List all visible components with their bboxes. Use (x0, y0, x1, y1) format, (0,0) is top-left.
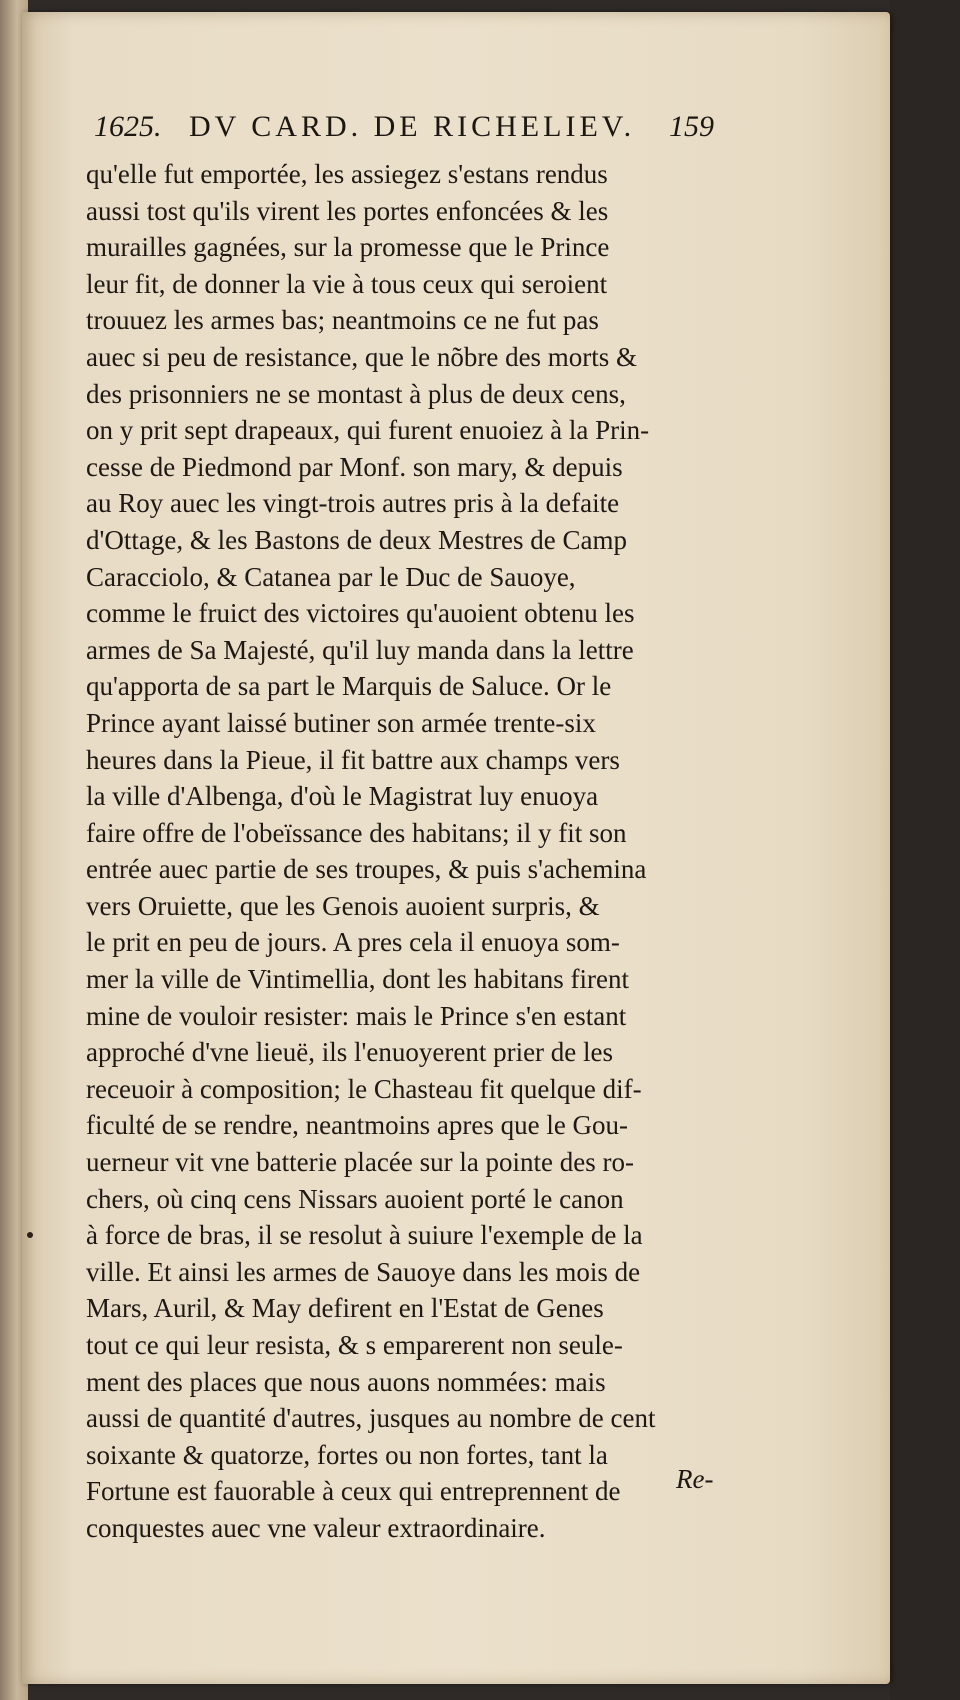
text-line: ville. Et ainsi les armes de Sauoye dans les mois de (86, 1256, 641, 1287)
text-line: mer la ville de Vintimellia, dont les habitans firent (86, 964, 629, 995)
text-line: uerneur vit vne batterie placée sur la pointe des ro- (86, 1147, 635, 1178)
text-line: ment des places que nous auons nommées: mais (86, 1366, 606, 1397)
text-line: la ville d'Albenga, d'où le Magistrat luy enuoya (86, 781, 599, 812)
text-line: faire offre de l'obeïssance des habitans; il y fit son (86, 817, 627, 848)
text-line: chers, où cinq cens Nissars auoient porté le canon (86, 1183, 624, 1214)
text-line: entrée auec partie de ses troupes, & puis s'achemina (86, 854, 647, 885)
text-line: soixante & quatorze, fortes ou non fortes, tant la (86, 1439, 608, 1470)
page-right-shadow (890, 0, 960, 1700)
text-line: au Roy auec les vingt-trois autres pris à la defaite (86, 488, 620, 519)
text-line: Mars, Auril, & May defirent en l'Estat de Genes (86, 1293, 604, 1324)
text-line: à force de bras, il se resolut à suiure l'exemple de la (86, 1220, 643, 1251)
text-line: trouuez les armes bas; neantmoins ce ne fut pas (86, 305, 599, 336)
text-line: heures dans la Pieue, il fit battre aux champs vers (86, 744, 620, 775)
text-line: qu'elle fut emportée, les assiegez s'estans rendus (86, 159, 608, 189)
text-line: mine de vouloir resister: mais le Prince s'en estant (86, 1000, 627, 1031)
text-line: auec si peu de resistance, que le nõbre des morts & (86, 341, 638, 372)
text-line: comme le fruict des victoires qu'auoient obtenu les (86, 598, 635, 629)
text-line: Fortune est fauorable à ceux qui entreprennent de (86, 1476, 621, 1507)
running-header (94, 110, 714, 150)
header-year: 1625. (94, 110, 162, 143)
text-line: murailles gagnées, sur la promesse que le Prince (86, 232, 610, 263)
text-line: Caracciolo, & Catanea par le Duc de Sauoye, (86, 561, 576, 592)
running-title: DV CARD. DE RICHELIEV. (189, 110, 636, 143)
text-line: tout ce qui leur resista, & s emparerent non seule- (86, 1330, 623, 1360)
page-body-text (86, 156, 720, 1547)
text-line: le prit en peu de jours. A pres cela il enuoya som- (86, 927, 620, 958)
text-line: des prisonniers ne se montast à plus de deux cens, (86, 378, 626, 409)
catchword: Re- (676, 1464, 714, 1494)
page-number: 159 (669, 110, 714, 143)
text-line: Prince ayant laissé butiner son armée trente-six (86, 707, 596, 738)
text-line: vers Oruiette, que les Genois auoient surpris, & (86, 890, 600, 921)
text-line: on y prit sept drapeaux, qui furent enuoiez à la Prin- (86, 415, 650, 446)
text-line: qu'apporta de sa part le Marquis de Saluce. Or le (86, 671, 612, 702)
ink-speck (27, 1232, 33, 1238)
text-line: receuoir à composition; le Chasteau fit quelque dif- (86, 1073, 642, 1104)
text-line: leur fit, de donner la vie à tous ceux qui seroient (86, 268, 608, 299)
text-line: conquestes auec vne valeur extraordinaire. (86, 1512, 546, 1543)
text-line: aussi de quantité d'autres, jusques au nombre de cent (86, 1403, 656, 1434)
text-line: cesse de Piedmond par Monf. son mary, & depuis (86, 451, 623, 482)
text-line: aussi tost qu'ils virent les portes enfoncées & les (86, 195, 609, 226)
text-line: approché d'vne lieuë, ils l'enuoyerent prier de les (86, 1037, 614, 1068)
text-line: armes de Sa Majesté, qu'il luy manda dans la lettre (86, 634, 634, 665)
text-line: d'Ottage, & les Bastons de deux Mestres de Camp (86, 524, 628, 555)
text-line: ficulté de se rendre, neantmoins apres que le Gou- (86, 1110, 629, 1141)
